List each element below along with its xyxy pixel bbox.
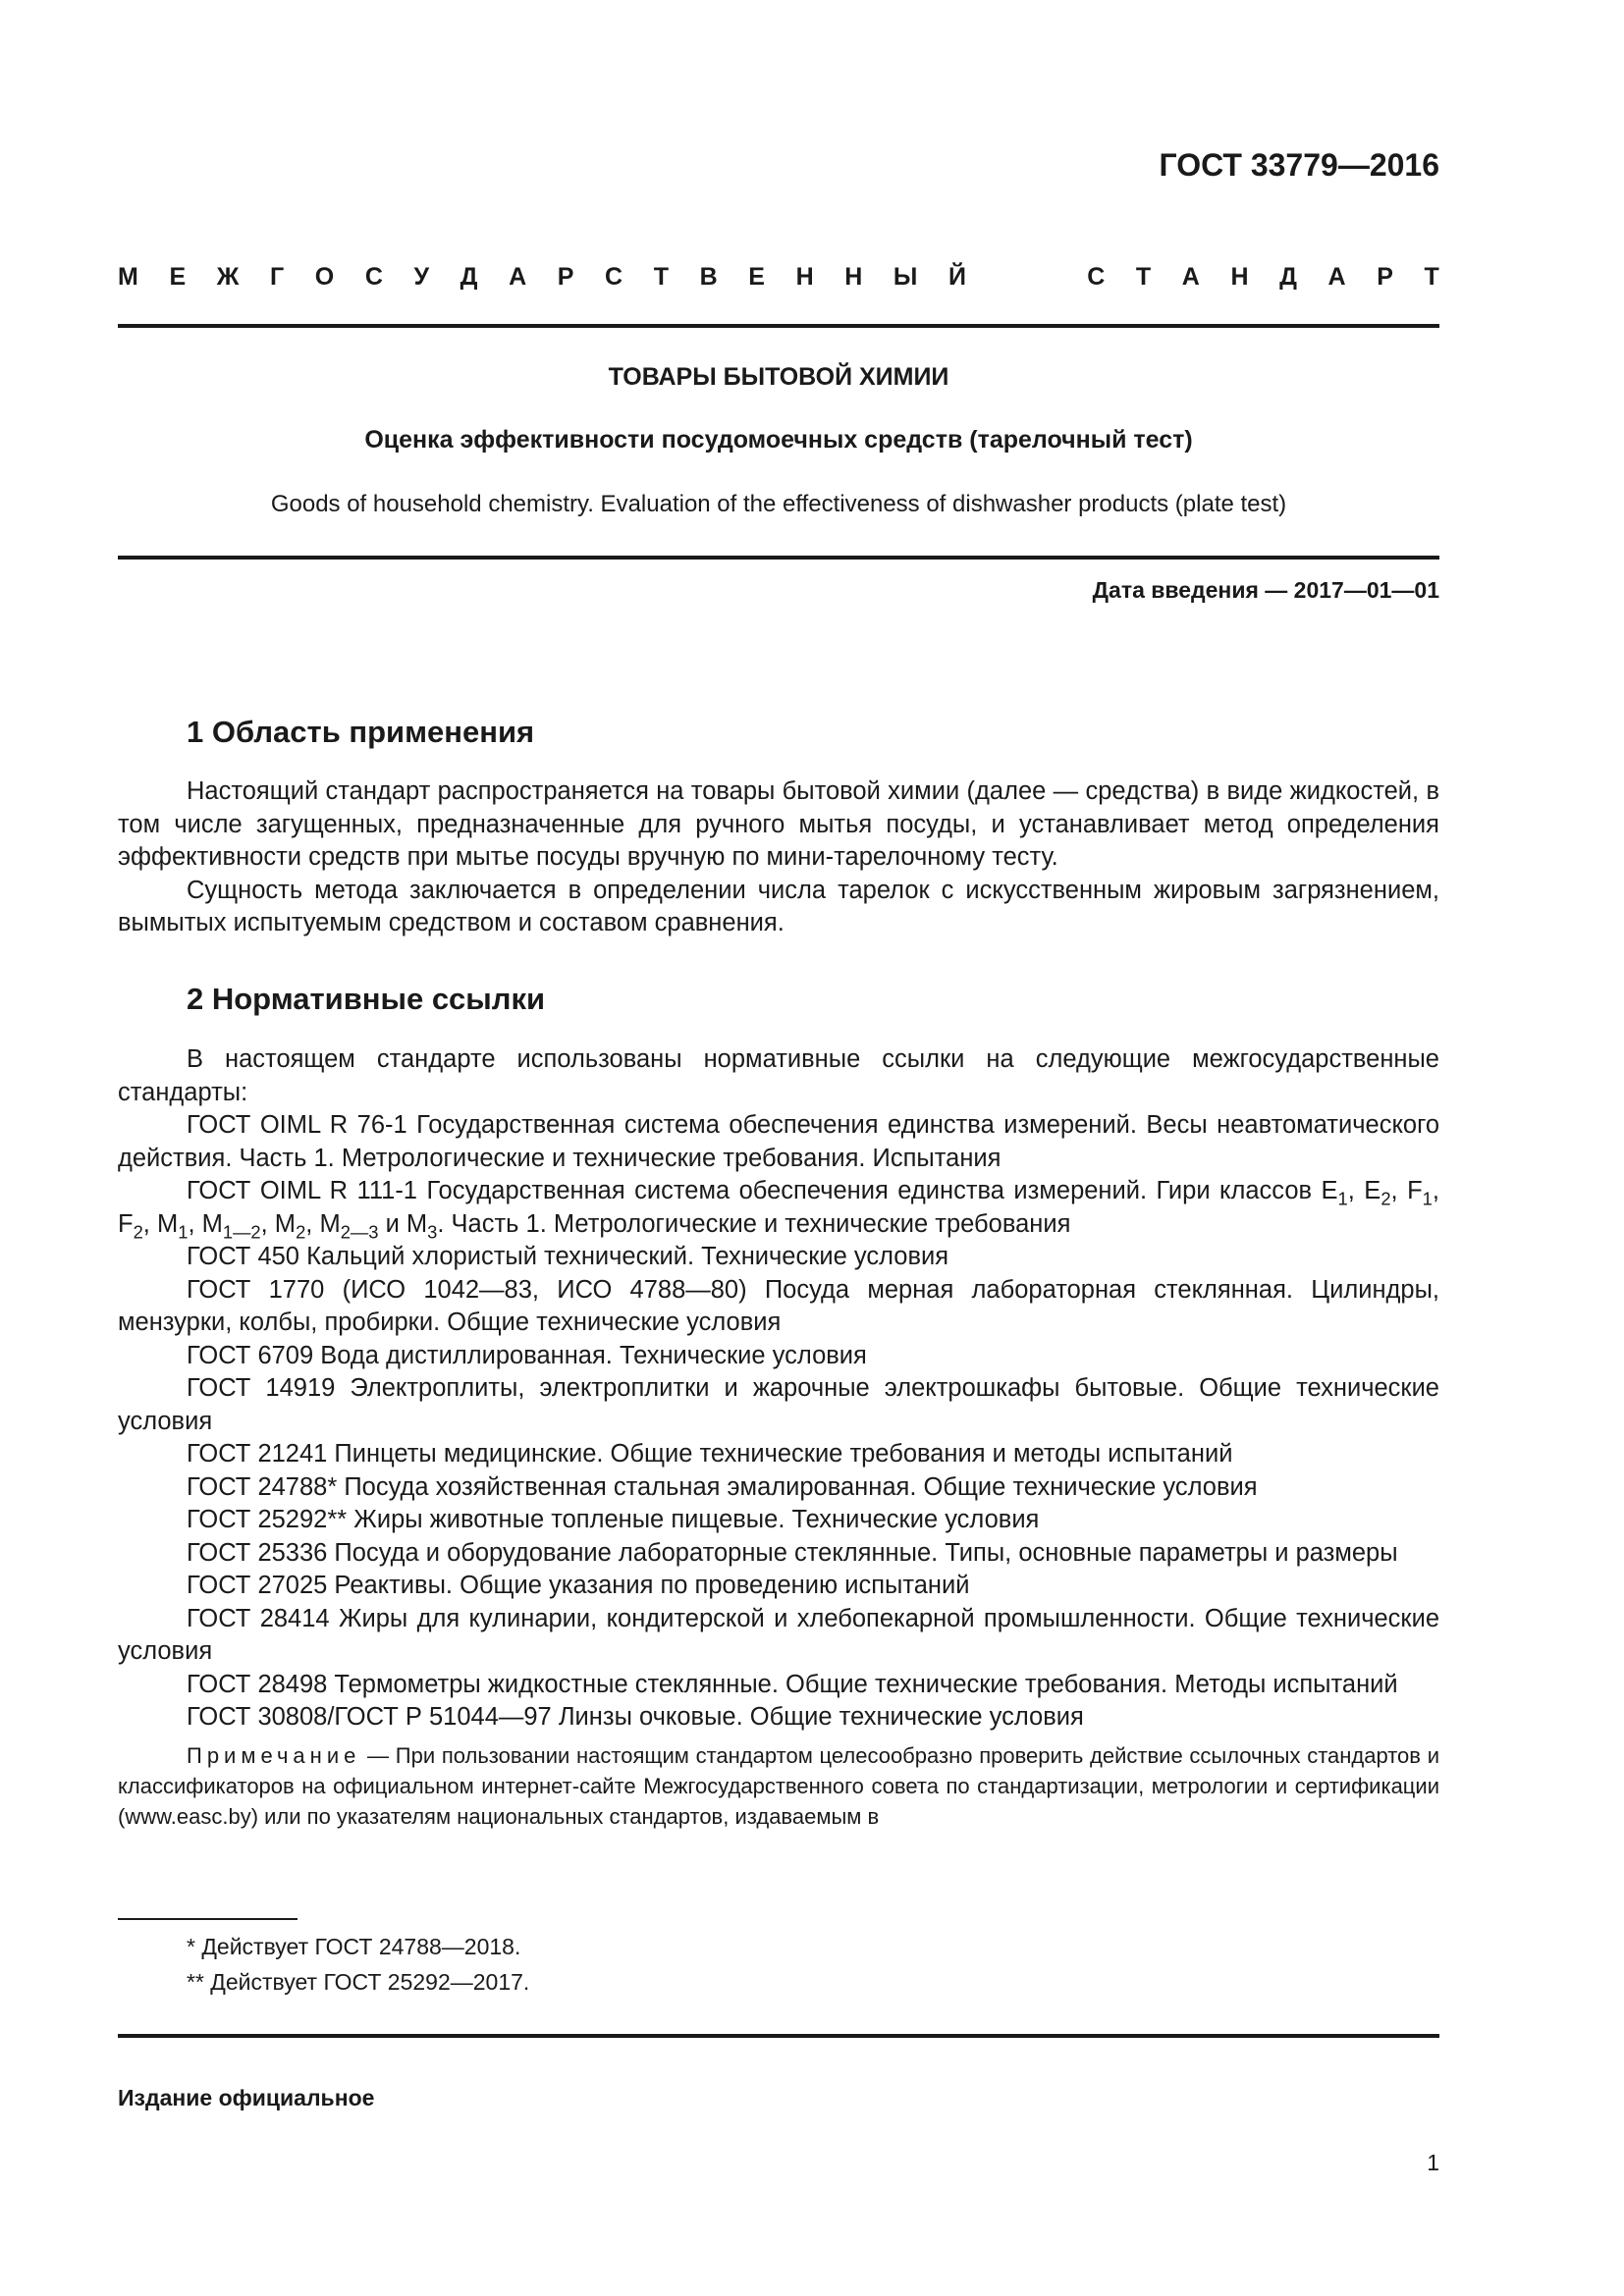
heading-letter: А [509, 263, 527, 291]
effective-date: Дата введения — 2017—01—01 [1092, 577, 1439, 603]
section-1-body [118, 775, 1439, 940]
official-edition-label: Издание официальное [118, 2085, 375, 2110]
heading-letter: Р [557, 263, 574, 291]
heading-letter: Т [1135, 263, 1152, 291]
heading-letter: Д [460, 263, 478, 291]
standard-subtitle: Оценка эффективности посудомоечных средств (тарелочный тест) [364, 426, 1193, 454]
heading-letter: В [699, 263, 718, 291]
reference-item: ГОСТ 25336 Посуда и оборудование лабораторные стеклянные. Типы, основные параметры и размеры [187, 1538, 1398, 1567]
footnote-2: ** Действует ГОСТ 25292—2017. [187, 1969, 530, 1995]
reference-item: ГОСТ 30808/ГОСТ Р 51044—97 Линзы очковые. Общие технические условия [187, 1703, 1084, 1731]
reference-item: ГОСТ 1770 (ИСО 1042—83, ИСО 4788—80) Посуда мерная лабораторная стеклянная. Цилиндры, мензурки, колбы, пробирки. Общие технические условия [118, 1275, 1439, 1336]
note-label: Примечание [187, 1742, 361, 1768]
header-rule [118, 324, 1439, 328]
document-designation: ГОСТ 33779—2016 [1159, 147, 1439, 183]
heading-letter: Ы [893, 263, 918, 291]
reference-item: ГОСТ 450 Кальций хлористый технический. Технические условия [187, 1243, 949, 1270]
section-2-body [118, 1043, 1439, 1832]
paragraph: Настоящий стандарт распространяется на товары бытовой химии (далее — средства) в виде жидкостей, в том числе загущенных, предназначенные для ручного мытья посуды, и устанавливает метод определения эффективности средств при мытье посуды вручную по мини-тарелочному тесту. [118, 777, 1439, 871]
reference-item: ГОСТ 24788* Посуда хозяйственная стальная эмалированная. Общие технические условия [187, 1472, 1258, 1501]
english-title: Goods of household chemistry. Evaluation of the effectiveness of dishwasher products (plate test) [270, 491, 1287, 517]
heading-letter: Е [169, 263, 187, 291]
reference-item: ГОСТ 28498 Термометры жидкостные стеклянные. Общие технические требования. Методы испытаний [187, 1670, 1398, 1698]
heading-letter: С [605, 263, 623, 291]
heading-letter: С [1087, 263, 1106, 291]
reference-item: ГОСТ 25292** Жиры животные топленые пищевые. Технические условия [187, 1506, 1040, 1533]
paragraph: Сущность метода заключается в определении числа тарелок с искусственным жировым загрязнением, вымытых испытуемым средством и составом сравнения. [118, 876, 1439, 936]
reference-item: ГОСТ 14919 Электроплиты, электроплитки и жарочные электрошкафы бытовые. Общие технические условия [118, 1374, 1439, 1435]
heading-letter: Ж [216, 263, 240, 291]
reference-item: ГОСТ 21241 Пинцеты медицинские. Общие технические требования и методы испытаний [187, 1440, 1233, 1468]
note-paragraph [118, 1740, 1439, 1832]
section-1-title: 1 Область применения [187, 715, 535, 749]
heading-letter: А [1327, 263, 1346, 291]
page-number: 1 [1427, 2150, 1439, 2175]
title-rule [118, 556, 1439, 560]
interstate-standard-heading [118, 263, 1439, 292]
heading-letter: Т [653, 263, 669, 291]
paragraph: В настоящем стандарте использованы нормативные ссылки на следующие межгосударственные стандарты: [118, 1045, 1439, 1106]
heading-letter: Й [948, 263, 966, 291]
note-text: — При пользовании настоящим стандартом целесообразно проверить действие ссылочных стандартов и классификаторов на официальном интернет-сайте Межгосударственного совета по стандартизации, метрологии и сертификации (www.easc.by) или по указателям национальных стандартов, издаваемым в [118, 1742, 1439, 1829]
heading-letter: Г [269, 263, 285, 291]
reference-item: ГОСТ 6709 Вода дистиллированная. Технические условия [187, 1341, 867, 1369]
heading-letter: Т [1424, 263, 1439, 291]
heading-letter: С [364, 263, 383, 291]
reference-item: ГОСТ 28414 Жиры для кулинарии, кондитерской и хлебопекарной промышленности. Общие технические условия [118, 1604, 1439, 1665]
footnote-1: * Действует ГОСТ 24788—2018. [187, 1934, 521, 1959]
heading-letter: Н [1230, 263, 1249, 291]
heading-letter: М [118, 263, 138, 291]
footnote-rule [118, 1918, 298, 1920]
heading-letter: А [1181, 263, 1200, 291]
section-2-title: 2 Нормативные ссылки [187, 982, 546, 1016]
heading-letter: Р [1377, 263, 1393, 291]
heading-letter: Д [1279, 263, 1297, 291]
heading-letter: Е [748, 263, 765, 291]
heading-letter: О [314, 263, 335, 291]
footer-rule [118, 2034, 1439, 2038]
reference-item: ГОСТ 27025 Реактивы. Общие указания по проведению испытаний [187, 1572, 970, 1599]
reference-item: ГОСТ OIML R 76-1 Государственная система обеспечения единства измерений. Весы неавтоматического действия. Часть 1. Метрологические и технические требования. Испытания [118, 1111, 1439, 1172]
reference-item: ГОСТ OIML R 111-1 Государственная система обеспечения единства измерений. Гири классов $E_1$, $E_2$, $F_1$, $F_2$, $M_1$, $M_{1—2}$, $M_2$, $M_{2—3}$ и $M_3$. Часть 1. Метрологические и технические требования [118, 1177, 1439, 1242]
heading-letter: У [413, 263, 430, 291]
standard-title: ТОВАРЫ БЫТОВОЙ ХИМИИ [608, 363, 949, 391]
heading-letter: Н [844, 263, 863, 291]
word-gap [998, 263, 1056, 292]
heading-letter: Н [795, 263, 814, 291]
